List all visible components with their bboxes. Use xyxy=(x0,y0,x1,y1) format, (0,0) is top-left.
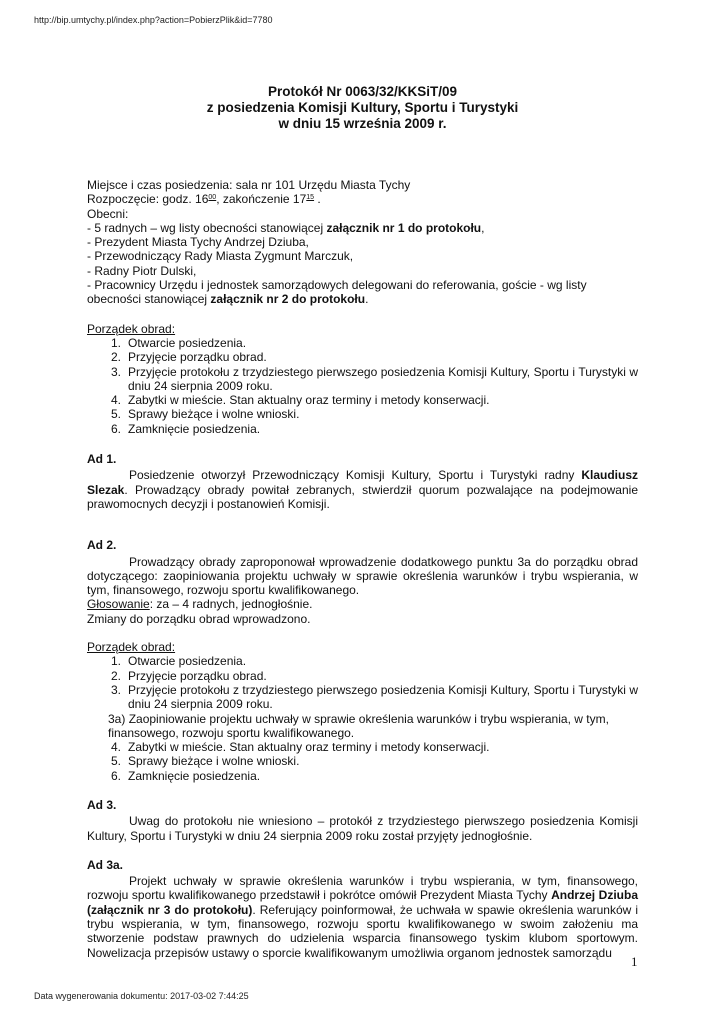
agenda-section xyxy=(87,322,638,436)
agenda-item xyxy=(87,669,638,683)
item-number: 3. xyxy=(110,682,121,697)
attachment-ref: załącznik nr 1 do protokołu xyxy=(326,220,482,235)
agenda-item xyxy=(87,754,638,768)
changes-note: Zmiany do porządku obrad wprowadzono. xyxy=(87,611,311,626)
agenda-item xyxy=(87,712,638,741)
agenda-item xyxy=(87,769,638,783)
item-text: Otwarcie posiedzenia. xyxy=(128,335,247,350)
item-text: Otwarcie posiedzenia. xyxy=(128,654,247,669)
vote-text: : za – 4 radnych, jednogłośnie. xyxy=(149,597,313,612)
ad1-text-part: . Prowadzący obrady powitał zebranych, stwierdził quorum pozwalające na podejmowanie prawomocnych decyzji i postanowień Komisji. xyxy=(87,482,638,511)
generation-date: Data wygenerowania dokumentu: 2017-03-02 7:44:25 xyxy=(34,991,249,1001)
item-text: Zamknięcie posiedzenia. xyxy=(128,768,261,783)
agenda-item xyxy=(87,365,638,394)
page-number: 1 xyxy=(631,954,638,969)
ad3a-section xyxy=(87,858,638,960)
ad2-heading: Ad 2. xyxy=(87,538,117,553)
end-minutes: 15 xyxy=(306,194,315,202)
ad1-text-part: Posiedzenie otworzył Przewodniczący Komisji Kultury, Sportu i Turystyki radny xyxy=(129,468,582,483)
ad3-heading: Ad 3. xyxy=(87,797,117,812)
item-number: 1. xyxy=(110,654,121,669)
item-text: Przyjęcie porządku obrad. xyxy=(128,350,267,365)
source-url: http://bip.umtychy.pl/index.php?action=PobierzPlik&id=7780 xyxy=(34,15,273,25)
item-text: Zaopiniowanie projektu uchwały w sprawie określenia warunków i trybu wspierania, w tym, finansowego, rozwoju sportu kwalifikowanego. xyxy=(108,711,609,740)
item-text: Sprawy bieżące i wolne wnioski. xyxy=(128,407,300,422)
title-line-1: Protokół Nr 0063/32/KKSiT/09 xyxy=(267,84,458,99)
agenda-list xyxy=(87,336,638,436)
agenda-item xyxy=(87,350,638,364)
item-text: Sprawy bieżące i wolne wnioski. xyxy=(128,754,300,769)
agenda-label: Porządek obrad: xyxy=(87,640,176,655)
agenda-item xyxy=(87,336,638,350)
item-number: 3a) xyxy=(108,711,126,726)
agenda-item xyxy=(87,393,638,407)
ad3a-text-part: . Referujący poinformował, że uchwała w spawie określenia warunków i trybu wspierania, w tym, finansowego, rozwoju sportu kwalifikowanego w swoim założeniu ma stworzenie podstaw prawnych do udzielenia wsparcia finansowego tyskim klubom sportowym. Nowelizacja przepisów ustawy o sporcie kwalifikowanym umożliwia organom jednostek samorządu xyxy=(87,902,638,960)
item-number: 4. xyxy=(110,393,121,408)
present-text: - Pracownicy Urzędu i jednostek samorządowych delegowani do referowania, goście - wg listy obecności stanowiącej xyxy=(87,278,587,307)
document-body xyxy=(87,178,638,960)
present-item xyxy=(87,221,638,235)
meeting-place: Miejsce i czas posiedzenia: sala nr 101 Urzędu Miasta Tychy xyxy=(87,178,411,192)
start-minutes: 00 xyxy=(208,194,217,202)
title-line-2: z posiedzenia Komisji Kultury, Sportu i Turystyki xyxy=(206,100,519,115)
item-text: Zabytki w mieście. Stan aktualny oraz terminy i metody konserwacji. xyxy=(128,740,490,755)
item-text: Przyjęcie protokołu z trzydziestego pierwszego posiedzenia Komisji Kultury, Sportu i Turystyki w dniu 24 sierpnia 2009 roku. xyxy=(128,682,638,712)
ad2-text: Prowadzący obrady zaproponował wprowadzenie dodatkowego punktu 3a do porządku obrad dotyczącego: zaopiniowania projektu uchwały w sprawie określenia warunków i trybu wspierania, w tym, finansowego, rozwoju sportu kwalifikowanego. xyxy=(87,554,638,598)
punct: , xyxy=(481,220,485,235)
meeting-info xyxy=(87,178,638,307)
title-line-3: w dniu 15 września 2009 r. xyxy=(278,116,447,131)
present-item: - Przewodniczący Rady Miasta Zygmunt Marczuk, xyxy=(87,249,354,264)
agenda-item xyxy=(87,654,638,668)
attachment-ref: załącznik nr 2 do protokołu xyxy=(210,292,366,307)
item-text: Przyjęcie porządku obrad. xyxy=(128,668,267,683)
item-number: 3. xyxy=(110,364,121,379)
ad1-text xyxy=(87,468,638,511)
item-number: 4. xyxy=(110,740,121,755)
ad3a-text-part: Projekt uchwały w sprawie określenia warunków i trybu wspierania, w tym, finansowego, rozwoju sportu kwalifikowanego przedstawił i pokrótce omówił Prezydent Miasta Tychy xyxy=(87,874,638,903)
present-text: - 5 radnych – wg listy obecności stanowiącej xyxy=(87,220,327,235)
document-title xyxy=(0,84,725,132)
agenda-item xyxy=(87,407,638,421)
agenda-label: Porządek obrad: xyxy=(87,321,176,336)
agenda-item xyxy=(87,740,638,754)
present-item: - Prezydent Miasta Tychy Andrzej Dziuba, xyxy=(87,235,309,250)
item-number: 6. xyxy=(110,421,121,436)
start-label: Rozpoczęcie: godz. 16 xyxy=(87,192,209,207)
ad1-heading: Ad 1. xyxy=(87,452,117,467)
present-label: Obecni: xyxy=(87,206,129,221)
vote-label: Głosowanie xyxy=(87,597,150,612)
item-number: 2. xyxy=(110,350,121,365)
item-number: 5. xyxy=(110,754,121,769)
agenda-list xyxy=(87,654,638,783)
agenda-item xyxy=(87,683,638,712)
vote-line xyxy=(87,597,638,611)
item-number: 5. xyxy=(110,407,121,422)
item-text: Przyjęcie protokołu z trzydziestego pierwszego posiedzenia Komisji Kultury, Sportu i Turystyki w dniu 24 sierpnia 2009 roku. xyxy=(128,364,638,393)
ad3a-text xyxy=(87,874,638,960)
end-label: , zakończenie 17 xyxy=(216,192,307,207)
agenda-section-2 xyxy=(87,640,638,783)
item-number: 1. xyxy=(110,335,121,350)
item-text: Zamknięcie posiedzenia. xyxy=(128,421,261,436)
meeting-time xyxy=(87,192,638,206)
present-item: - Radny Piotr Dulski, xyxy=(87,263,197,278)
ad3-text: Uwag do protokołu nie wniesiono – protokół z trzydziestego pierwszego posiedzenia Komisji Kultury, Sportu i Turystyki w dniu 24 sierpnia 2009 roku został przyjęty jednogłośnie. xyxy=(87,814,638,843)
present-item xyxy=(87,278,638,307)
punct: . xyxy=(365,292,369,307)
chairman-name: Klaudiusz Slezak xyxy=(87,468,638,497)
ad3a-heading: Ad 3a. xyxy=(87,857,124,872)
agenda-item xyxy=(87,422,638,436)
ad1-section xyxy=(87,452,638,511)
item-number: 2. xyxy=(110,668,121,683)
end-suffix: . xyxy=(314,192,321,207)
ad3-section xyxy=(87,798,638,843)
ad2-section xyxy=(87,538,638,626)
item-number: 6. xyxy=(110,768,121,783)
presenter-name: Andrzej Dziuba (załącznik nr 3 do protokołu) xyxy=(87,888,638,917)
item-text: Zabytki w mieście. Stan aktualny oraz terminy i metody konserwacji. xyxy=(128,393,490,408)
